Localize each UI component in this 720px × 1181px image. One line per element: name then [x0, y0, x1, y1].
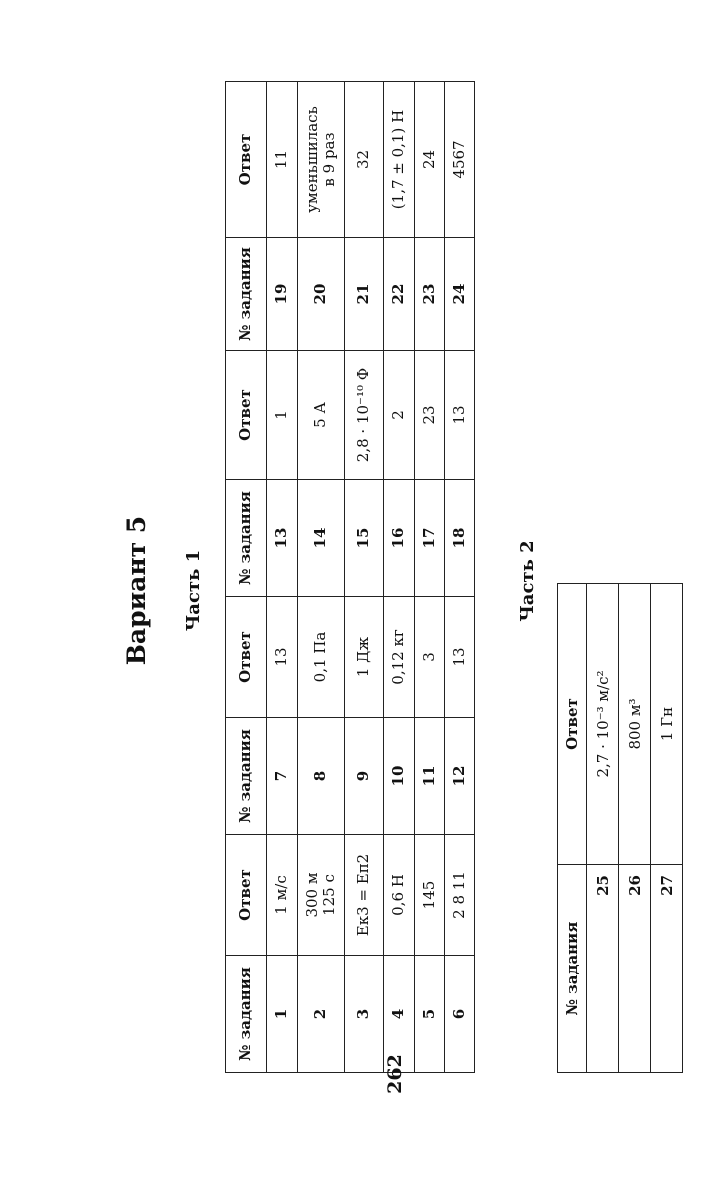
task-number: 6: [445, 956, 475, 1073]
task-answer: 13: [445, 597, 475, 718]
task-number: 13: [267, 480, 298, 597]
task-answer: 145: [415, 835, 445, 956]
table-row: [384, 82, 415, 1073]
task-answer: 0,12 кг: [384, 597, 415, 718]
col-header-answer: Ответ: [226, 597, 267, 718]
task-answer: 5 А: [298, 351, 345, 480]
task-number: 1: [267, 956, 298, 1073]
task-answer: Eк3 = Eп2: [345, 835, 384, 956]
part2-title: Часть 2: [517, 540, 538, 622]
task-answer: 2 8 11: [445, 835, 475, 956]
page-number: 262: [384, 1054, 406, 1094]
task-number: 4: [384, 956, 415, 1073]
table-row: [345, 82, 384, 1073]
task-answer: 32: [345, 82, 384, 238]
part2-table: [557, 583, 683, 1073]
task-answer: 1: [267, 351, 298, 480]
task-answer: (1,7 ± 0,1) Н: [384, 82, 415, 238]
col-header-num: № задания: [226, 956, 267, 1073]
task-number: 9: [345, 718, 384, 835]
task-answer: 1 м/с: [267, 835, 298, 956]
task-number: 14: [298, 480, 345, 597]
task-answer: 24: [415, 82, 445, 238]
col-header-answer: Ответ: [558, 584, 587, 865]
page-title: Вариант 5: [122, 515, 151, 666]
task-answer: 4567: [445, 82, 475, 238]
col-header-num: № задания: [558, 865, 587, 1073]
task-number: 15: [345, 480, 384, 597]
task-number: 10: [384, 718, 415, 835]
table-header-row: [558, 584, 587, 1073]
col-header-num: № задания: [226, 718, 267, 835]
task-number: 12: [445, 718, 475, 835]
table-row: [298, 82, 345, 1073]
table-row: [619, 584, 651, 1073]
task-number: 5: [415, 956, 445, 1073]
part1-title: Часть 1: [183, 549, 204, 632]
task-number: 11: [415, 718, 445, 835]
col-header-answer: Ответ: [226, 82, 267, 238]
col-header-answer: Ответ: [226, 835, 267, 956]
part1-table: [225, 81, 475, 1073]
task-number: 24: [445, 238, 475, 351]
task-number: 2: [298, 956, 345, 1073]
task-number: 16: [384, 480, 415, 597]
task-number: 21: [345, 238, 384, 351]
table-header-row: [226, 82, 267, 1073]
task-answer: 1 Дж: [345, 597, 384, 718]
task-answer: 2,8 · 10⁻¹⁰ Ф: [345, 351, 384, 480]
task-answer: 13: [267, 597, 298, 718]
col-header-num: № задания: [226, 480, 267, 597]
task-number: 7: [267, 718, 298, 835]
task-answer: 1 Гн: [651, 584, 683, 865]
task-answer: 23: [415, 351, 445, 480]
task-answer: 300 м 125 с: [298, 835, 345, 956]
task-answer: 13: [445, 351, 475, 480]
task-answer: 2: [384, 351, 415, 480]
task-number: 3: [345, 956, 384, 1073]
table-row: [267, 82, 298, 1073]
task-number: 20: [298, 238, 345, 351]
task-answer: 11: [267, 82, 298, 238]
table-row: [415, 82, 445, 1073]
table-row: [445, 82, 475, 1073]
table-row: [651, 584, 683, 1073]
task-number: 26: [619, 865, 651, 1073]
task-number: 18: [445, 480, 475, 597]
col-header-num: № задания: [226, 238, 267, 351]
task-number: 8: [298, 718, 345, 835]
task-answer: 0,1 Па: [298, 597, 345, 718]
task-number: 27: [651, 865, 683, 1073]
task-number: 22: [384, 238, 415, 351]
col-header-answer: Ответ: [226, 351, 267, 480]
task-answer: 800 м³: [619, 584, 651, 865]
table-row: [587, 584, 619, 1073]
task-answer: 2,7 · 10⁻³ м/с²: [587, 584, 619, 865]
task-answer: 0,6 Н: [384, 835, 415, 956]
task-number: 17: [415, 480, 445, 597]
task-answer: 3: [415, 597, 445, 718]
task-number: 19: [267, 238, 298, 351]
task-answer: уменьшилась в 9 раз: [298, 82, 345, 238]
task-number: 25: [587, 865, 619, 1073]
task-number: 23: [415, 238, 445, 351]
